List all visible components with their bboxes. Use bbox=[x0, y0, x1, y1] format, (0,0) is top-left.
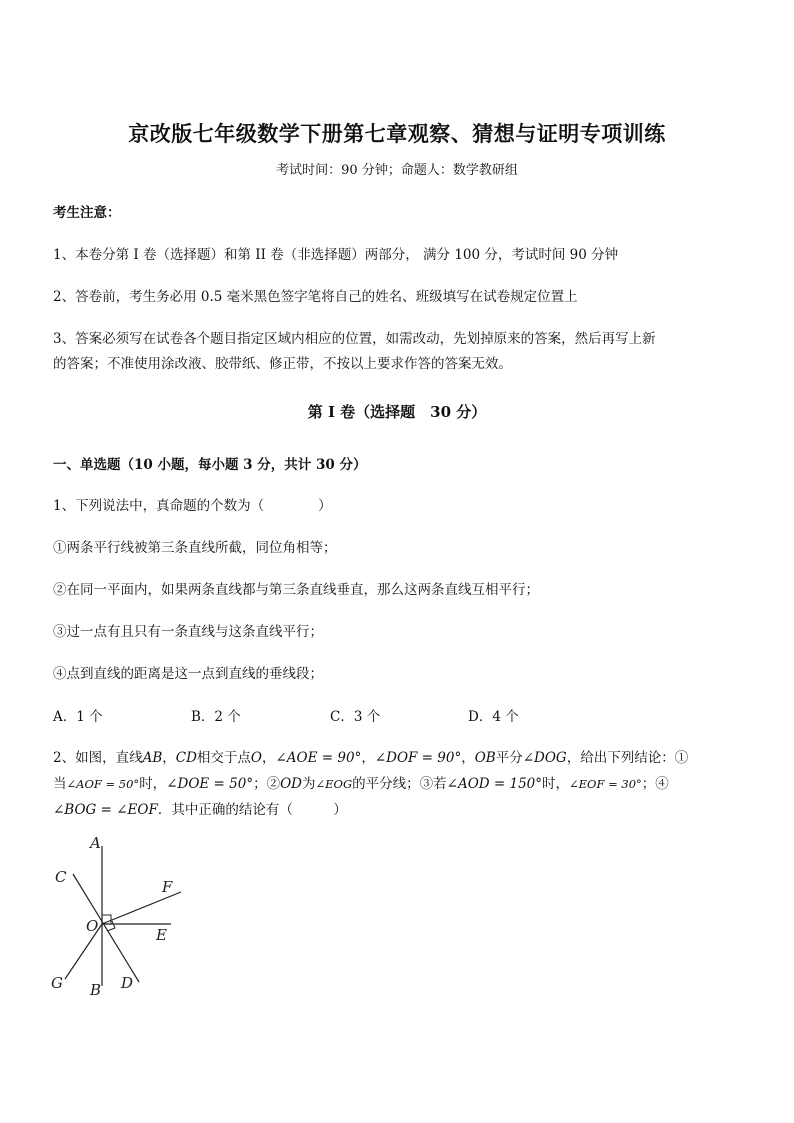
q2-text: ， bbox=[162, 750, 176, 766]
q2-math: ∠BOG = ∠EOF bbox=[53, 802, 158, 818]
q2-figure bbox=[45, 832, 205, 1002]
q1-statement-1: ①两条平行线被第三条直线所截，同位角相等； bbox=[53, 540, 337, 556]
q2-text: 2、如图，直线 bbox=[53, 750, 143, 766]
q1-option-b: B．2 个 bbox=[191, 709, 241, 725]
page-title: 京改版七年级数学下册第七章观察、猜想与证明专项训练 bbox=[128, 121, 666, 146]
q2-math: ∠DOG bbox=[522, 750, 567, 766]
q2-math: AB bbox=[142, 750, 163, 766]
notice-heading: 考生注意： bbox=[53, 205, 121, 221]
q2-text: 的平分线；③若 bbox=[352, 776, 447, 792]
q2-math: OD bbox=[280, 776, 302, 792]
q2-math: O bbox=[250, 750, 262, 766]
q2-text: 相交于点 bbox=[196, 750, 251, 766]
q2-text: ；④ bbox=[641, 776, 669, 792]
q2-text: ， bbox=[262, 750, 276, 766]
ray-of bbox=[102, 892, 181, 924]
q2-line-3 bbox=[53, 798, 743, 818]
q2-text: 时， bbox=[542, 776, 570, 792]
notice-item-1: 1、本卷分第 I 卷（选择题）和第 II 卷（非选择题）两部分， 满分 100 分，考试时间 90 分钟 bbox=[53, 247, 619, 263]
q2-math: OB bbox=[474, 750, 496, 766]
q2-line-2 bbox=[53, 772, 743, 792]
label-d: D bbox=[121, 974, 134, 992]
q2-math: ∠AOD = 150° bbox=[446, 776, 543, 792]
label-g: G bbox=[51, 974, 63, 992]
notice-item-2: 2、答卷前，考生务必用 0.5 毫米黑色签字笔将自己的姓名、班级填写在试卷规定位置上 bbox=[53, 289, 578, 305]
q1-option-a: A．1 个 bbox=[53, 709, 103, 725]
q1-statement-2: ②在同一平面内，如果两条直线都与第三条直线垂直，那么这两条直线互相平行； bbox=[53, 582, 539, 598]
q2-text: 平分 bbox=[495, 750, 523, 766]
label-b: B bbox=[90, 981, 102, 999]
q2-text: ；② bbox=[253, 776, 281, 792]
q2-text: ， bbox=[461, 750, 475, 766]
q2-math: CD bbox=[175, 750, 197, 766]
notice-item-3: 3、答案必须写在试卷各个题目指定区域内相应的位置，如需改动，先划掉原来的答案，然后再写上新 bbox=[53, 331, 656, 347]
q2-text: 为 bbox=[301, 776, 316, 792]
q2-text: ， bbox=[361, 750, 375, 766]
label-o: O bbox=[86, 917, 99, 935]
q2-math: ∠DOE = 50° bbox=[166, 776, 254, 792]
q2-line-1 bbox=[53, 746, 743, 766]
label-f: F bbox=[162, 878, 173, 896]
q1-option-c: C．3 个 bbox=[330, 709, 381, 725]
q1-statement-3: ③过一点有且只有一条直线与这条直线平行； bbox=[53, 624, 323, 640]
label-a: A bbox=[90, 834, 101, 852]
label-e: E bbox=[156, 926, 167, 944]
notice-item-3-cont: 的答案；不准使用涂改液、胶带纸、修正带，不按以上要求作答的答案无效。 bbox=[53, 356, 512, 372]
q1-statement-4: ④点到直线的距离是这一点到直线的垂线段； bbox=[53, 666, 323, 682]
section-title: 第 I 卷（选择题 30 分） bbox=[307, 403, 487, 421]
q2-text: 当 bbox=[53, 776, 67, 792]
q2-math: ∠AOE = 90° bbox=[275, 750, 362, 766]
q2-math: ∠DOF = 90° bbox=[374, 750, 462, 766]
q2-text: ，给出下列结论：① bbox=[566, 750, 689, 766]
q2-text: 时， bbox=[139, 776, 167, 792]
label-c: C bbox=[55, 868, 67, 886]
q2-math: ∠EOG bbox=[315, 777, 353, 791]
q1-option-d: D．4 个 bbox=[468, 709, 519, 725]
exam-info: 考试时间：90 分钟；命题人：数学教研组 bbox=[276, 163, 518, 178]
q2-text: ．其中正确的结论有（ ） bbox=[157, 802, 347, 818]
q2-math: ∠AOF = 50° bbox=[66, 777, 140, 791]
line-cd bbox=[73, 874, 139, 982]
q2-math: ∠EOF = 30° bbox=[569, 777, 642, 791]
part-heading: 一、单选题（10 小题，每小题 3 分，共计 30 分） bbox=[53, 457, 367, 473]
q1-stem: 1、下列说法中，真命题的个数为（ ） bbox=[53, 498, 332, 514]
